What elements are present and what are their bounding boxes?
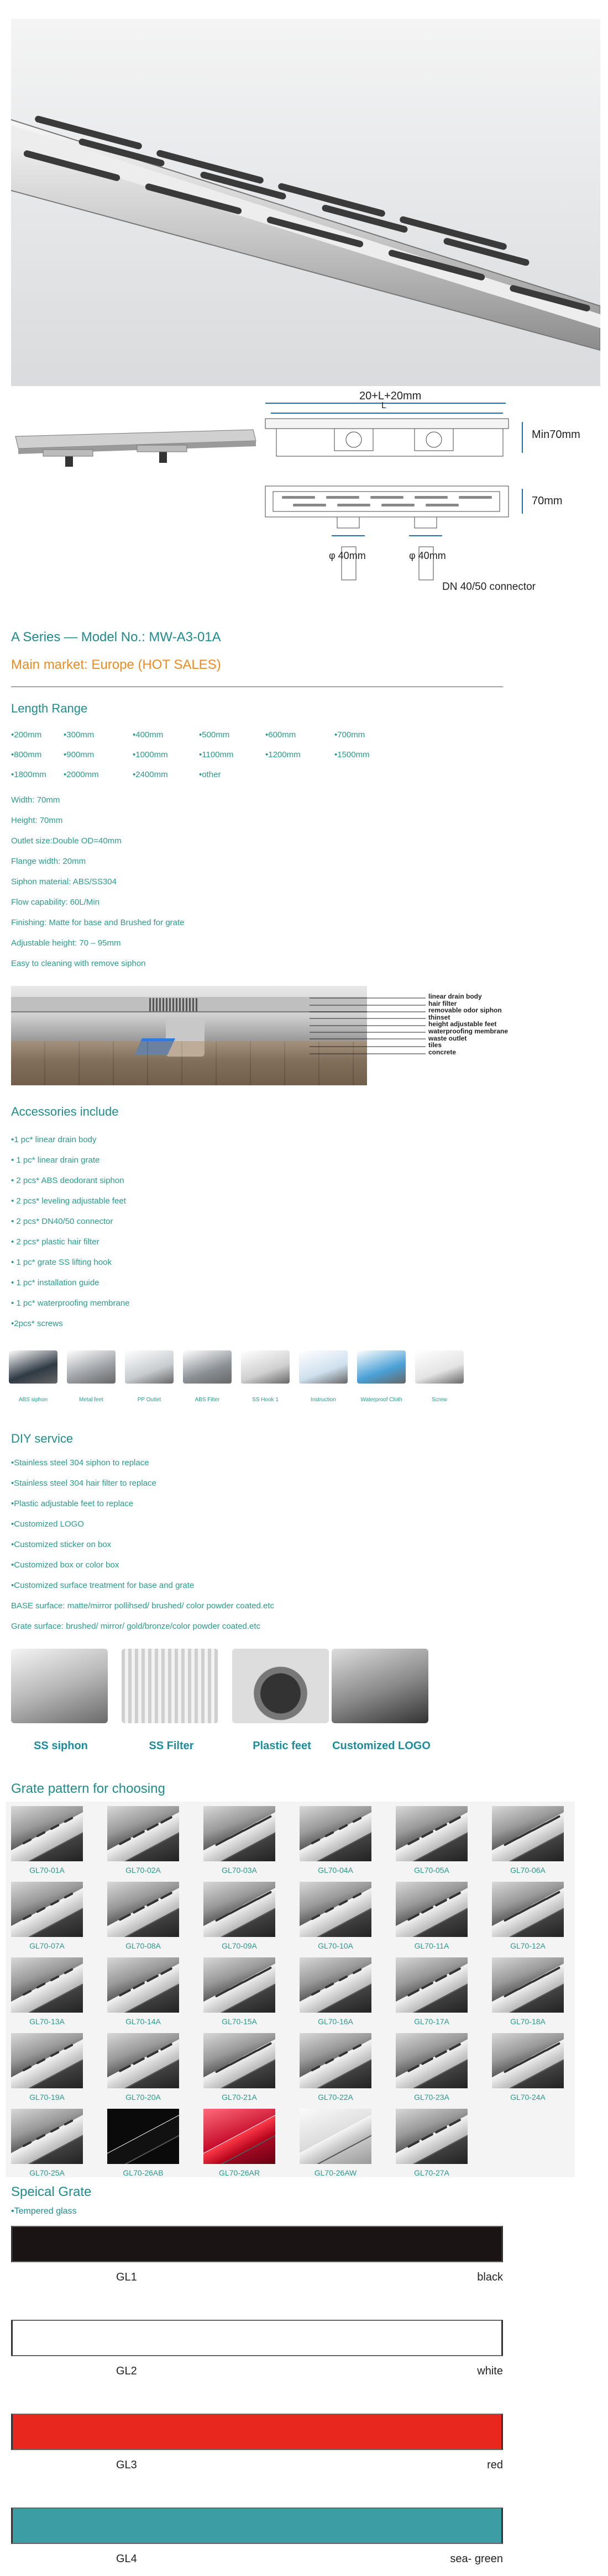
accessory-thumb-caption: Instruction — [310, 1397, 337, 1403]
grate-code: GL70-17A — [414, 2017, 449, 2026]
grate-code: GL70-03A — [222, 1866, 257, 1875]
special-color-name: red — [487, 2459, 503, 2471]
diy-photos — [11, 1649, 453, 1759]
length-option: •700mm — [334, 730, 365, 740]
grate-grid — [11, 1806, 575, 2182]
diy-item: •Stainless steel 304 hair filter to replace — [11, 1479, 156, 1488]
grate-code: GL70-22A — [318, 2093, 353, 2102]
grate-swatch[interactable] — [492, 2033, 564, 2088]
grate-code: GL70-26AW — [314, 2168, 357, 2177]
install-label: thinset — [428, 1013, 450, 1021]
dimension-l-label: L — [381, 401, 386, 410]
accessory-item: • 1 pc* linear drain grate — [11, 1155, 100, 1165]
special-glass-bar — [11, 2320, 503, 2356]
grate-strip — [11, 1882, 83, 1937]
length-option: •600mm — [265, 730, 296, 740]
diy-photo-image — [232, 1649, 329, 1723]
accessory-thumb-caption: SS Hook 1 — [252, 1397, 279, 1403]
accessory-item: • 2 pcs* leveling adjustable feet — [11, 1196, 126, 1206]
grate-code: GL70-04A — [318, 1866, 353, 1875]
accessory-thumb-caption: Screw — [432, 1397, 447, 1403]
diy-photo-image — [122, 1649, 218, 1723]
accessory-item: •1 pc* linear drain body — [11, 1135, 97, 1144]
special-list — [0, 2226, 608, 2574]
hero-drain-svg — [11, 19, 600, 386]
accessory-item: • 2 pcs* DN40/50 connector — [11, 1217, 113, 1226]
diy-item: •Customized box or color box — [11, 1560, 119, 1570]
special-color-name: black — [477, 2271, 503, 2283]
grate-swatch[interactable] — [396, 2033, 468, 2088]
diy-item: Grate surface: brushed/ mirror/ gold/bronze/color powder coated.etc — [11, 1622, 261, 1631]
diy-title: DIY service — [11, 1432, 74, 1445]
grate-code: GL70-18A — [510, 2017, 546, 2026]
special-glass-bar — [11, 2414, 503, 2450]
grate-code: GL70-27A — [414, 2168, 449, 2177]
grate-strip — [11, 2109, 83, 2164]
special-glass-bar — [11, 2508, 503, 2544]
grate-strip — [300, 1957, 371, 2013]
diy-item: •Customized surface treatment for base and grate — [11, 1581, 195, 1590]
grate-swatch[interactable] — [300, 2109, 371, 2164]
grate-strip — [11, 2033, 83, 2088]
length-title: Length Range — [11, 701, 88, 715]
grate-code: GL70-14A — [125, 2017, 161, 2026]
grate-strip — [300, 2109, 371, 2164]
length-option: •1100mm — [199, 750, 234, 759]
special-color-name: sea- green — [450, 2553, 503, 2565]
grate-code: GL70-10A — [318, 1941, 353, 1950]
diy-photo-caption: Plastic feet — [253, 1740, 311, 1752]
special-color-name: white — [477, 2365, 503, 2377]
grate-strip — [11, 1806, 83, 1861]
grate-swatch[interactable] — [11, 1882, 83, 1937]
main-market: Main market: Europe (HOT SALES) — [11, 657, 221, 672]
accessory-thumb-caption: Waterproof Cloth — [360, 1397, 402, 1403]
accessory-thumb-image — [9, 1350, 57, 1384]
grate-swatch[interactable] — [107, 1957, 179, 2013]
grate-code: GL70-11A — [414, 1941, 449, 1950]
special-subtitle: •Tempered glass — [11, 2207, 77, 2216]
install-label: hair filter — [428, 999, 457, 1007]
diy-photo-image — [332, 1649, 428, 1723]
grate-strip — [300, 2033, 371, 2088]
dimension-top-label: 20+L+20mm — [359, 390, 422, 402]
diy-item: BASE surface: matte/mirror pollihsed/ brushed/ color powder coated.etc — [11, 1601, 275, 1611]
side-view-photo — [10, 425, 259, 464]
grate-strip — [396, 1957, 468, 2013]
special-code: GL1 — [116, 2271, 137, 2283]
accessory-item: • 1 pc* installation guide — [11, 1278, 99, 1287]
dimension-min-label: Min70mm — [532, 429, 580, 441]
grate-swatch[interactable] — [203, 1882, 275, 1937]
grate-code: GL70-24A — [510, 2093, 546, 2102]
accessory-thumb-image — [415, 1350, 464, 1384]
grate-strip — [396, 1806, 468, 1861]
grate-swatch[interactable] — [492, 1806, 564, 1861]
grate-code: GL70-23A — [414, 2093, 449, 2102]
accessories-title: Accessories include — [11, 1105, 119, 1118]
install-label: tiles — [428, 1041, 442, 1049]
spec-line: Width: 70mm — [11, 795, 60, 805]
grate-code: GL70-09A — [222, 1941, 257, 1950]
accessory-thumb-caption: ABS siphon — [18, 1397, 48, 1403]
spec-line: Flange width: 20mm — [11, 857, 86, 866]
length-option: •500mm — [199, 730, 230, 740]
install-label: waterproofing membrane — [428, 1027, 509, 1035]
pipe-right-label: φ 40mm — [409, 550, 446, 561]
grate-code: GL70-05A — [414, 1866, 449, 1875]
special-code: GL4 — [116, 2553, 137, 2565]
grate-swatch[interactable] — [396, 1957, 468, 2013]
grate-swatch[interactable] — [492, 1957, 564, 2013]
grate-code: GL70-20A — [125, 2093, 161, 2102]
grate-swatch[interactable] — [396, 2109, 468, 2164]
grate-code: GL70-26AR — [219, 2168, 260, 2177]
grate-swatch[interactable] — [300, 1957, 371, 2013]
length-option: •800mm — [11, 750, 42, 759]
grate-strip — [107, 2109, 179, 2164]
grate-code: GL70-21A — [222, 2093, 257, 2102]
grate-swatch[interactable] — [11, 2109, 83, 2164]
grate-swatch[interactable] — [11, 1806, 83, 1861]
grate-strip — [107, 2033, 179, 2088]
grate-swatch[interactable] — [300, 2033, 371, 2088]
grate-swatch[interactable] — [300, 1806, 371, 1861]
grate-strip — [396, 2033, 468, 2088]
spec-line: Outlet size:Double OD=40mm — [11, 836, 122, 846]
length-option: •1800mm — [11, 770, 46, 779]
grate-swatch[interactable] — [300, 1882, 371, 1937]
grate-strip — [396, 2109, 468, 2164]
accessory-thumb-image — [67, 1350, 116, 1384]
accessory-item: • 2 pcs* ABS deodorant siphon — [11, 1176, 124, 1185]
grate-code: GL70-13A — [29, 2017, 65, 2026]
grate-code: GL70-01A — [29, 1866, 65, 1875]
accessory-thumb-caption: PP Outlet — [137, 1397, 161, 1403]
accessory-thumbnails — [6, 1350, 503, 1417]
grate-swatch[interactable] — [492, 1882, 564, 1937]
accessory-thumb-image — [241, 1350, 290, 1384]
install-label: linear drain body — [428, 993, 482, 1000]
install-label: height adjustable feet — [428, 1020, 497, 1028]
grate-swatch[interactable] — [396, 1882, 468, 1937]
hero-photo — [11, 19, 600, 386]
length-option: •1000mm — [133, 750, 168, 759]
pipe-left-label: φ 40mm — [329, 550, 366, 561]
length-option: •400mm — [133, 730, 164, 740]
spec-line: Adjustable height: 70 – 95mm — [11, 938, 121, 948]
spec-line: Finishing: Matte for base and Brushed for grate — [11, 918, 185, 927]
diy-item: •Customized LOGO — [11, 1519, 84, 1529]
grate-code: GL70-19A — [29, 2093, 65, 2102]
grate-code: GL70-16A — [318, 2017, 353, 2026]
grate-code: GL70-15A — [222, 2017, 257, 2026]
length-option: •2400mm — [133, 770, 168, 779]
grate-swatch[interactable] — [11, 2033, 83, 2088]
install-label: concrete — [428, 1048, 457, 1056]
length-option: •1500mm — [334, 750, 370, 759]
special-code: GL2 — [116, 2365, 137, 2377]
diy-item: •Plastic adjustable feet to replace — [11, 1499, 134, 1508]
grate-strip — [107, 1806, 179, 1861]
grate-swatch[interactable] — [107, 1806, 179, 1861]
length-option: •other — [199, 770, 221, 779]
grate-swatch[interactable] — [203, 1806, 275, 1861]
grate-swatch[interactable] — [203, 2109, 275, 2164]
diy-photo-caption: SS siphon — [34, 1740, 88, 1752]
accessory-thumb-image — [357, 1350, 406, 1384]
install-leader-lines — [310, 994, 426, 1088]
install-label: waste outlet — [428, 1034, 467, 1042]
accessory-thumb-caption: Metal feet — [79, 1397, 103, 1403]
grate-strip — [300, 1882, 371, 1937]
accessory-item: • 2 pcs* plastic hair filter — [11, 1237, 99, 1247]
grate-code: GL70-25A — [29, 2168, 65, 2177]
grate-swatch[interactable] — [107, 2109, 179, 2164]
diy-photo-image — [11, 1649, 108, 1723]
accessory-thumb-caption: ABS Filter — [195, 1397, 220, 1403]
grate-strip — [107, 1882, 179, 1937]
grate-swatch[interactable] — [107, 1882, 179, 1937]
diy-photo-caption: SS Filter — [149, 1740, 194, 1752]
spec-line: Easy to cleaning with remove siphon — [11, 959, 146, 968]
special-code: GL3 — [116, 2459, 137, 2471]
grate-code: GL70-02A — [125, 1866, 161, 1875]
spec-line: Height: 70mm — [11, 816, 63, 825]
grate-strip — [300, 1806, 371, 1861]
connector-label: DN 40/50 connector — [442, 581, 536, 593]
grate-strip — [11, 1957, 83, 2013]
length-option: •300mm — [64, 730, 95, 740]
grate-swatch[interactable] — [11, 1957, 83, 2013]
spec-line: Siphon material: ABS/SS304 — [11, 877, 117, 886]
accessory-thumb-image — [125, 1350, 174, 1384]
install-label: removable odor siphon — [428, 1006, 502, 1015]
grate-code: GL70-06A — [510, 1866, 546, 1875]
dimension-diagram — [260, 387, 580, 602]
grate-code: GL70-26AB — [123, 2168, 164, 2177]
grate-code: GL70-12A — [510, 1941, 546, 1950]
special-title: Speical Grate — [11, 2184, 92, 2199]
diy-item: •Customized sticker on box — [11, 1540, 112, 1549]
grate-swatch[interactable] — [396, 1806, 468, 1861]
grate-code: GL70-08A — [125, 1941, 161, 1950]
grate-strip — [203, 2109, 275, 2164]
grate-code: GL70-07A — [29, 1941, 65, 1950]
special-glass-bar — [11, 2226, 503, 2262]
grate-strip — [107, 1957, 179, 2013]
length-option: •1200mm — [265, 750, 301, 759]
grate-swatch[interactable] — [203, 1957, 275, 2013]
grate-swatch[interactable] — [203, 2033, 275, 2088]
grate-strip — [396, 1882, 468, 1937]
grates-title: Grate pattern for choosing — [11, 1781, 165, 1796]
length-option: •2000mm — [64, 770, 99, 779]
accessory-thumb-image — [183, 1350, 232, 1384]
accessory-item: •2pcs* screws — [11, 1319, 63, 1328]
accessory-thumb-image — [299, 1350, 348, 1384]
accessory-item: • 1 pc* waterproofing membrane — [11, 1298, 130, 1308]
diy-photo-caption: Customized LOGO — [332, 1740, 431, 1752]
spec-line: Flow capability: 60L/Min — [11, 898, 100, 907]
length-option: •900mm — [64, 750, 95, 759]
diy-item: •Stainless steel 304 siphon to replace — [11, 1458, 149, 1468]
dimension-width-label: 70mm — [532, 495, 563, 507]
length-option: •200mm — [11, 730, 42, 740]
model-series: A Series — Model No.: MW-A3-01A — [11, 630, 221, 645]
grate-swatch[interactable] — [107, 2033, 179, 2088]
accessory-item: • 1 pc* grate SS lifting hook — [11, 1258, 112, 1267]
